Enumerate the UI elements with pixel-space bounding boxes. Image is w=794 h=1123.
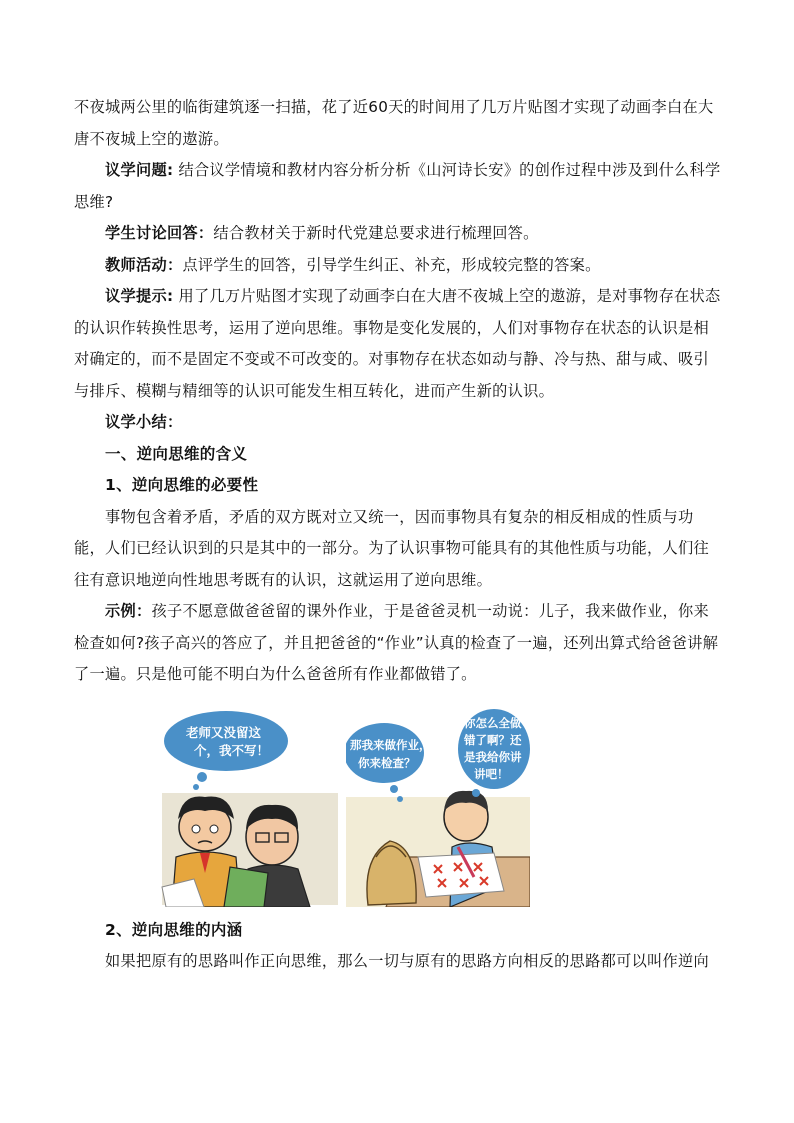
paragraph-question	[74, 155, 722, 218]
label-question: 议学问题:	[105, 161, 174, 179]
section-heading-1: 一、逆向思维的含义	[105, 444, 248, 463]
paragraph-example	[74, 596, 722, 691]
subsection-heading-1: 1、逆向思维的必要性	[105, 476, 259, 494]
label-student-answer: 学生讨论回答：	[105, 224, 214, 242]
text-question: 结合议学情境和教材内容分析分析《山河诗长安》的创作过程中涉及到什么科学思维?	[74, 161, 721, 211]
label-teacher-activity: 教师活动：	[105, 255, 183, 274]
paragraph-hint	[74, 281, 722, 407]
paragraph-student-answer	[74, 218, 722, 250]
bubble-2-line-2: 你来检查？	[358, 755, 416, 770]
paragraph-teacher-activity	[74, 250, 722, 282]
text-example: 孩子不愿意做爸爸留的课外作业，于是爸爸灵机一动说：儿子，我来做作业，你来检查如何?孩子高兴的答应了，并且把爸爸的“作业”认真的检查了一遍，还列出算式给爸爸讲解了一遍。只是他可能不明白为什么爸爸所有作业都做错了。	[74, 602, 719, 683]
label-hint: 议学提示:	[105, 287, 174, 305]
paragraph-summary-label: 议学小结：	[105, 413, 183, 431]
bubble-1-line-2: 个，我不写！	[194, 742, 270, 758]
bubble-3-line-4: 讲吧！	[474, 766, 509, 781]
cartoon-illustration	[160, 707, 530, 907]
paragraph-intro: 不夜城两公里的临街建筑逐一扫描，花了近60天的时间用了几万片贴图才实现了动画李白在大唐不夜城上空的遨游。	[74, 98, 714, 148]
bubble-3-line-3: 是我给你讲	[464, 749, 522, 764]
cartoon-panel-left	[160, 707, 340, 907]
bubble-2-line-1: 那我来做作业，	[350, 737, 431, 752]
paragraph-connotation: 如果把原有的思路叫作正向思维，那么一切与原有的思路方向相反的思路都可以叫作逆向	[105, 952, 710, 970]
bubble-1-line-1: 老师又没留这	[186, 724, 262, 740]
document-body	[74, 92, 722, 978]
label-example: 示例：	[105, 602, 152, 620]
paragraph-necessity: 事物包含着矛盾，矛盾的双方既对立又统一，因而事物具有复杂的相反相成的性质与功能，人们已经认识到的只是其中的一部分。为了认识事物可能具有的其他性质与功能，人们往往有意识地逆向性地思考既有的认识，这就运用了逆向思维。	[74, 507, 709, 589]
bubble-3-line-1: 你怎么全做	[464, 715, 522, 730]
cartoon-panel-right	[346, 707, 530, 907]
text-student-answer: 结合教材关于新时代党建总要求进行梳理回答。	[213, 224, 539, 242]
bubble-3-line-2: 错了啊？还	[464, 732, 522, 747]
subsection-heading-2: 2、逆向思维的内涵	[105, 920, 243, 939]
text-hint: 用了几万片贴图才实现了动画李白在大唐不夜城上空的遨游，是对事物存在状态的认识作转换性思考，运用了逆向思维。事物是变化发展的，人们对事物存在状态的认识是相对确定的，而不是固定不变或不可改变的。对事物存在状态如动与静、冷与热、甜与咸、吸引与排斥、模糊与精细等的认识可能发生相互转化，进而产生新的认识。	[74, 287, 721, 400]
text-teacher-activity: 点评学生的回答，引导学生纠正、补充，形成较完整的答案。	[182, 255, 601, 274]
